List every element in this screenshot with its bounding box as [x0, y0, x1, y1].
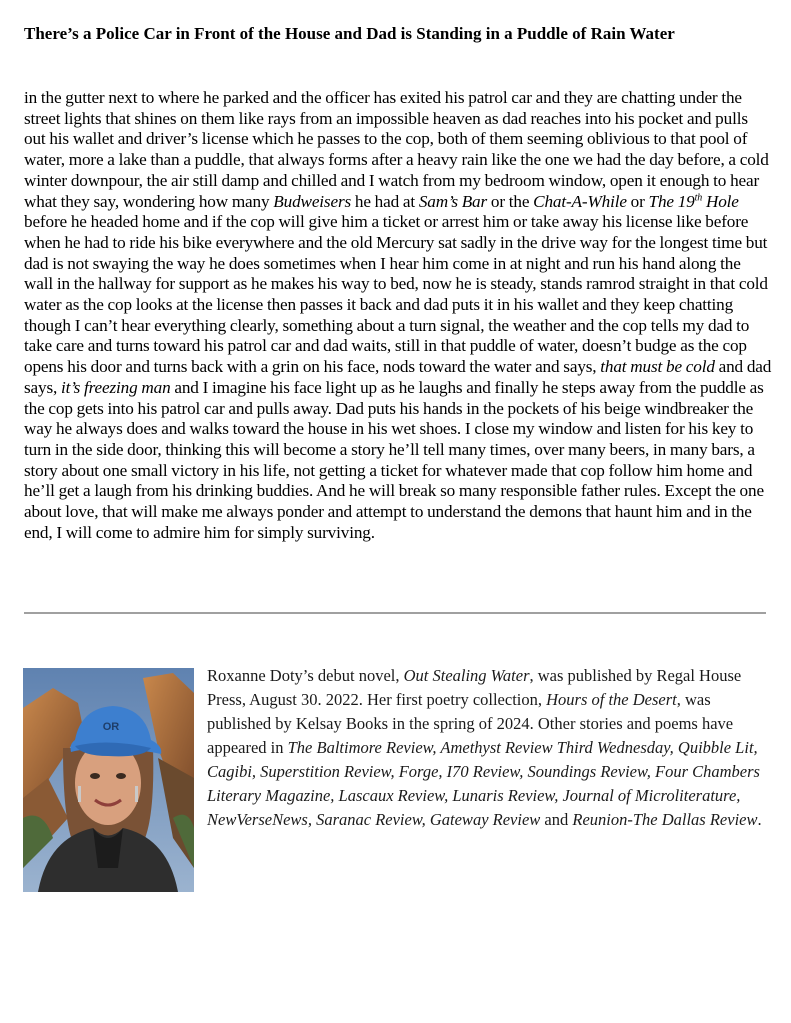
author-bio	[207, 664, 767, 832]
bio-novel-title: Out Stealing Water	[403, 666, 530, 685]
story-italic-19th-hole-b: Hole	[702, 191, 739, 211]
story-text: in the gutter next to where he parked and the officer has exited his patrol car and they are chatting under the street lights that shines on them like rays from an impossible heaven as dad reaches into his pocket and pulls out his wallet and driver’s license which he passes to the cop, both of them seeming oblivious to that pool of water, more a lake than a puddle, that always forms after a heavy rain like the one we had the day before, a cold winter downpour, the air still damp and chilled and I watch from my bedroom window, open it enough to hear what they say, wondering how many	[24, 88, 769, 211]
story-paragraph	[24, 88, 772, 543]
story-italic-19th-hole-a: The 19	[648, 191, 695, 211]
story-title: There’s a Police Car in Front of the House and Dad is Standing in a Puddle of Rain Water	[24, 24, 675, 43]
bio-text: and	[540, 810, 573, 829]
story-italic-19th-hole	[649, 192, 739, 211]
bio-text: ’s debut novel,	[302, 666, 404, 685]
story-text: and dad says,	[24, 357, 772, 397]
bio-poetry-title: Hours of the Desert	[546, 690, 677, 709]
story-italic-budweisers: Budweisers	[273, 191, 352, 211]
author-name: Roxanne Doty	[207, 666, 303, 685]
bio-last-venue: Reunion-The Dallas Review	[572, 810, 758, 829]
author-photo	[23, 668, 194, 892]
story-italic-its-freezing-man: it’s freezing man	[61, 377, 171, 397]
story-italic-sams-bar: Sam’s Bar	[418, 191, 488, 211]
bio-venues: The Baltimore Review, Amethyst Review Third Wednesday, Quibble Lit, Cagibi, Superstition Review, Forge, I70 Review, Soundings Review, Four Chambers Literary Magazine, Lascaux Review, Lunaris Review, Journal of Microliterature, NewVerseNews, Saranac Review, Gateway Review	[207, 738, 760, 829]
story-italic-that-must-be-cold: that must be cold	[600, 357, 715, 377]
story-text: he had at	[351, 191, 419, 211]
bio-text: , was published by Regal House Press, August 30. 2022. Her first poetry collection,	[207, 666, 742, 709]
story-text: before he headed home and if the cop will give him a ticket or arrest him or take away his license like before when he had to ride his bike everywhere and the old Mercury sat sadly in the drive way for the longest time but dad is not swaying the way he does sometimes when I hear him come in at night and run his hand along the wall in the hallway for support as he makes his way to bed, now he is steady, stands ramrod straight in that cold water as the cop looks at the license then passes it back and dad puts it in his wallet and they keep chatting though I can’t hear everything clearly, something about a turn signal, the weather and the cop tells my dad to take care and turns toward his patrol car and dad waits, still in that puddle of water, doesn’t budge as the cop opens his door and turns back with a grin on his face, nods toward the water and says,	[24, 212, 768, 377]
cap-logo: OR	[102, 721, 120, 733]
bio-text: , was published by Kelsay Books in the spring of 2024. Other stories and poems have appeared in	[207, 690, 734, 757]
story-text: or the	[487, 191, 534, 211]
bio-paragraph	[207, 664, 767, 832]
section-divider	[24, 612, 766, 614]
story-superscript-th: th	[694, 191, 703, 203]
story-body	[24, 88, 772, 543]
author-photo-image	[23, 668, 194, 892]
story-text: or	[626, 191, 649, 211]
story-italic-chat-a-while: Chat-A-While	[533, 191, 627, 211]
bio-text: .	[757, 810, 762, 829]
story-text: and I imagine his face light up as he laughs and finally he steps away from the puddle as the cop gets into his patrol car and pulls away. Dad puts his hands in the pockets of his beige windbreaker the way he always does and walks toward the house in his wet shoes. I close my window and listen for his key to turn in the side door, thinking this will become a story he’ll tell many times, over many beers, in many bars, a story about one small victory in his life, not getting a ticket for whatever made that cop follow him home and he’ll get a laugh from his drinking buddies. And he will break so many responsible father rules. Except the one about love, that will make me always ponder and attempt to understand the demons that haunt him and in the end, I will come to admire him for simply surviving.	[24, 377, 764, 542]
